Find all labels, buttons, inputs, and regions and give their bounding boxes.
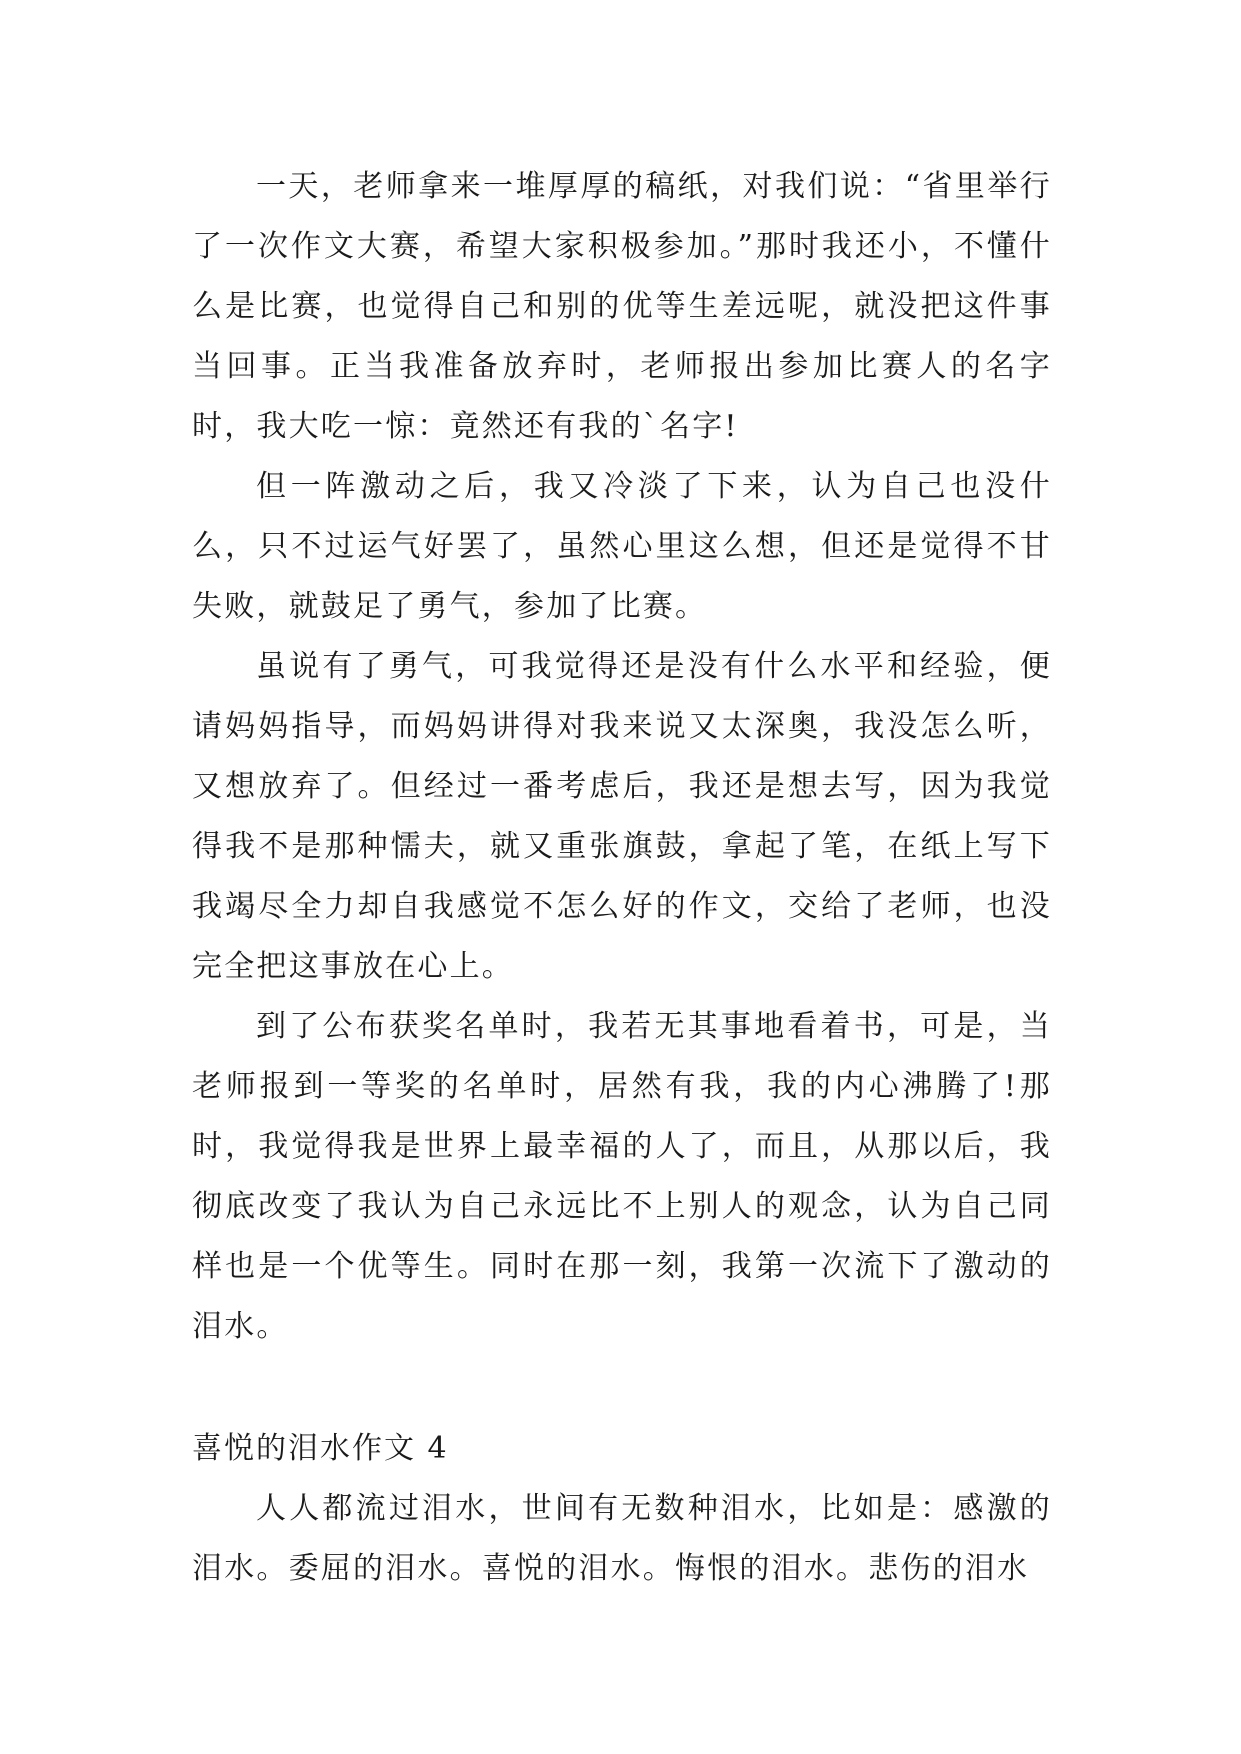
paragraph-4: 到了公布获奖名单时，我若无其事地看着书，可是，当老师报到一等奖的名单时，居然有我，我的内心沸腾了!那时，我觉得我是世界上最幸福的人了，而且，从那以后，我彻底改变了我认为自己永远比不上别人的观念，认为自己同样也是一个优等生。同时在那一刻，我第一次流下了激动的泪水。 — [192, 1009, 1052, 1344]
document-body — [192, 157, 1052, 1599]
section-paragraph-1: 人人都流过泪水，世间有无数种泪水，比如是：感激的泪水。委屈的泪水。喜悦的泪水。悔恨的泪水。悲伤的泪水 — [192, 1491, 1052, 1586]
paragraph-3: 虽说有了勇气，可我觉得还是没有什么水平和经验，便请妈妈指导，而妈妈讲得对我来说又太深奥，我没怎么听，又想放弃了。但经过一番考虑后，我还是想去写，因为我觉得我不是那种懦夫，就又重张旗鼓，拿起了笔，在纸上写下我竭尽全力却自我感觉不怎么好的作文，交给了老师，也没完全把这事放在心上。 — [192, 649, 1052, 984]
section-title: 喜悦的泪水作文 4 — [192, 1431, 449, 1466]
paragraph-2: 但一阵激动之后，我又冷淡了下来，认为自己也没什么，只不过运气好罢了，虽然心里这么想，但还是觉得不甘失败，就鼓足了勇气，参加了比赛。 — [192, 469, 1052, 624]
paragraph-1: 一天，老师拿来一堆厚厚的稿纸，对我们说：“省里举行了一次作文大赛，希望大家积极参加。”那时我还小，不懂什么是比赛，也觉得自己和别的优等生差远呢，就没把这件事当回事。正当我准备放弃时，老师报出参加比赛人的名字时，我大吃一惊：竟然还有我的`名字! — [192, 169, 1052, 444]
